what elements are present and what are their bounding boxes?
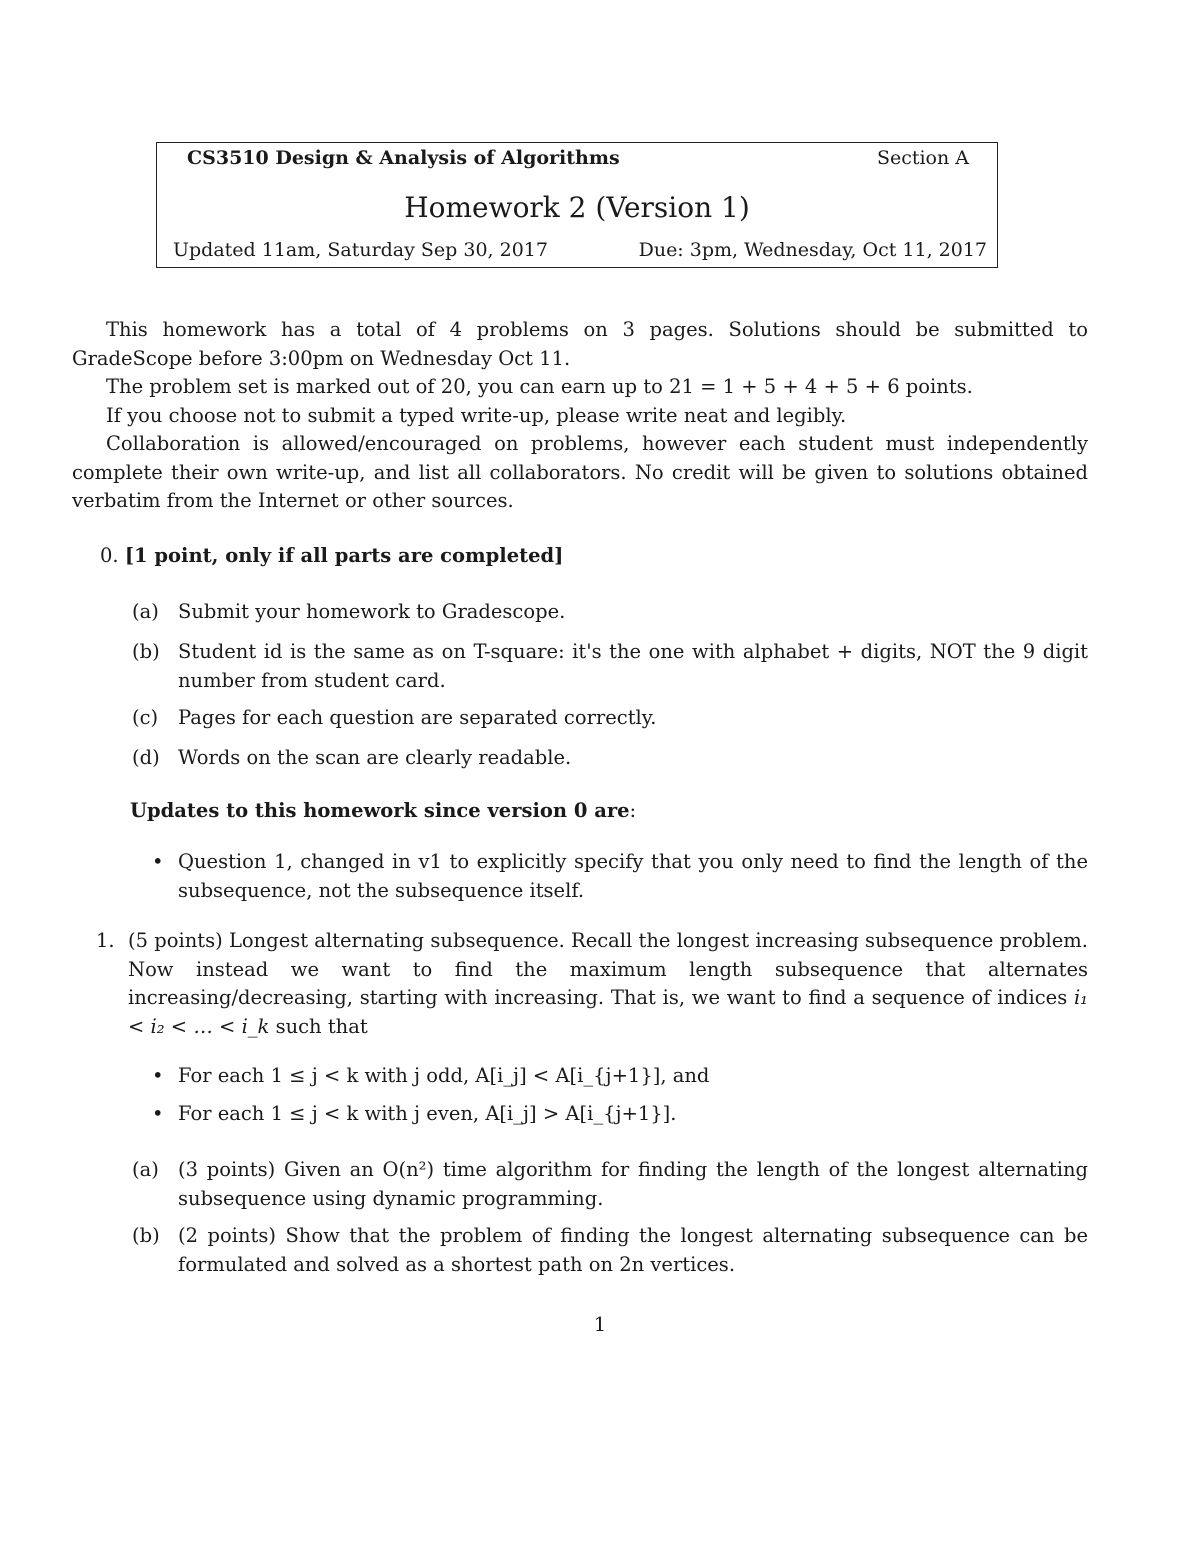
updates-bullet xyxy=(152,848,1088,905)
bullet-text: For each 1 ≤ j < k with j odd, A[i_j] < A[i_{j+1}], and xyxy=(178,1064,710,1087)
problem-1-math-sequence: i₁ < i₂ < … < i_k xyxy=(128,986,1088,1038)
problem-1-number: 1. xyxy=(96,929,115,952)
part-label: (b) xyxy=(132,1224,160,1247)
bullet-text: Question 1, changed in v1 to explicitly specify that you only need to find the length of the subsequence, not the subsequence itself. xyxy=(178,850,1088,902)
problem-1-part-a xyxy=(132,1156,1088,1213)
bullet-icon: • xyxy=(152,1102,164,1125)
intro-paragraph-4: Collaboration is allowed/encouraged on problems, however each student must independently complete their own write-up, and list all collaborators. No credit will be given to solutions obtained verbatim from the Internet or other sources. xyxy=(72,432,1088,513)
section-label: Section A xyxy=(876,147,969,169)
item-label: (b) xyxy=(132,640,160,663)
problem-0-item-b xyxy=(132,638,1088,695)
homework-title: Homework 2 (Version 1) xyxy=(404,191,750,224)
problem-0-number: 0. xyxy=(100,544,119,567)
intro-paragraph-3: If you choose not to submit a typed write-up, please write neat and legibly. xyxy=(106,404,847,427)
header-box xyxy=(156,142,998,268)
problem-0-item-d xyxy=(132,744,1088,773)
item-text: Submit your homework to Gradescope. xyxy=(178,600,566,623)
problem-0-title: [1 point, only if all parts are completed] xyxy=(124,544,564,567)
item-text: Student id is the same as on T-square: it's the one with alphabet + digits, NOT the 9 digit number from student card. xyxy=(178,640,1088,692)
bullet-text: For each 1 ≤ j < k with j even, A[i_j] > A[i_{j+1}]. xyxy=(178,1102,677,1125)
item-label: (c) xyxy=(132,706,159,729)
problem-0-item-a xyxy=(132,598,1088,627)
problem-0-heading xyxy=(100,544,563,567)
bullet-icon: • xyxy=(152,850,164,873)
course-title: CS3510 Design & Analysis of Algorithms xyxy=(187,147,620,169)
part-label: (a) xyxy=(132,1158,159,1181)
problem-1-text-a: (5 points) Longest alternating subsequence. Recall the longest increasing subsequence problem. Now instead we want to find the maximum length subsequence that alternates increasing/decreasing, starting with increasing. That is, we want to find a sequence of indices xyxy=(128,929,1088,1010)
intro-paragraph-1: This homework has a total of 4 problems on 3 pages. Solutions should be submitted to GradeScope before 3:00pm on Wednesday Oct 11. xyxy=(72,318,1088,370)
item-label: (d) xyxy=(132,746,160,769)
problem-0-item-c xyxy=(132,704,1088,733)
updates-heading xyxy=(130,799,636,822)
problem-1-bullet-odd xyxy=(152,1062,1088,1091)
problem-1-bullet-even xyxy=(152,1100,1088,1129)
part-text: (3 points) Given an O(n²) time algorithm for finding the length of the longest alternating subsequence using dynamic programming. xyxy=(178,1158,1088,1210)
part-text: (2 points) Show that the problem of finding the longest alternating subsequence can be formulated and solved as a shortest path on 2n vertices. xyxy=(178,1224,1088,1276)
intro-paragraph-2: The problem set is marked out of 20, you can earn up to 21 = 1 + 5 + 4 + 5 + 6 points. xyxy=(106,375,973,398)
page-number: 1 xyxy=(593,1313,607,1336)
bullet-icon: • xyxy=(152,1064,164,1087)
problem-1-text-b: such that xyxy=(269,1014,368,1038)
item-text: Pages for each question are separated correctly. xyxy=(178,706,657,729)
item-text: Words on the scan are clearly readable. xyxy=(178,746,572,769)
updates-heading-colon: : xyxy=(629,799,637,822)
problem-1-text xyxy=(128,927,1088,1041)
item-label: (a) xyxy=(132,600,159,623)
problem-1 xyxy=(96,927,1088,1041)
problem-1-part-b xyxy=(132,1222,1088,1279)
updated-date: Updated 11am, Saturday Sep 30, 2017 xyxy=(173,239,548,261)
due-date: Due: 3pm, Wednesday, Oct 11, 2017 xyxy=(638,239,987,261)
updates-heading-text: Updates to this homework since version 0 are xyxy=(130,799,630,822)
